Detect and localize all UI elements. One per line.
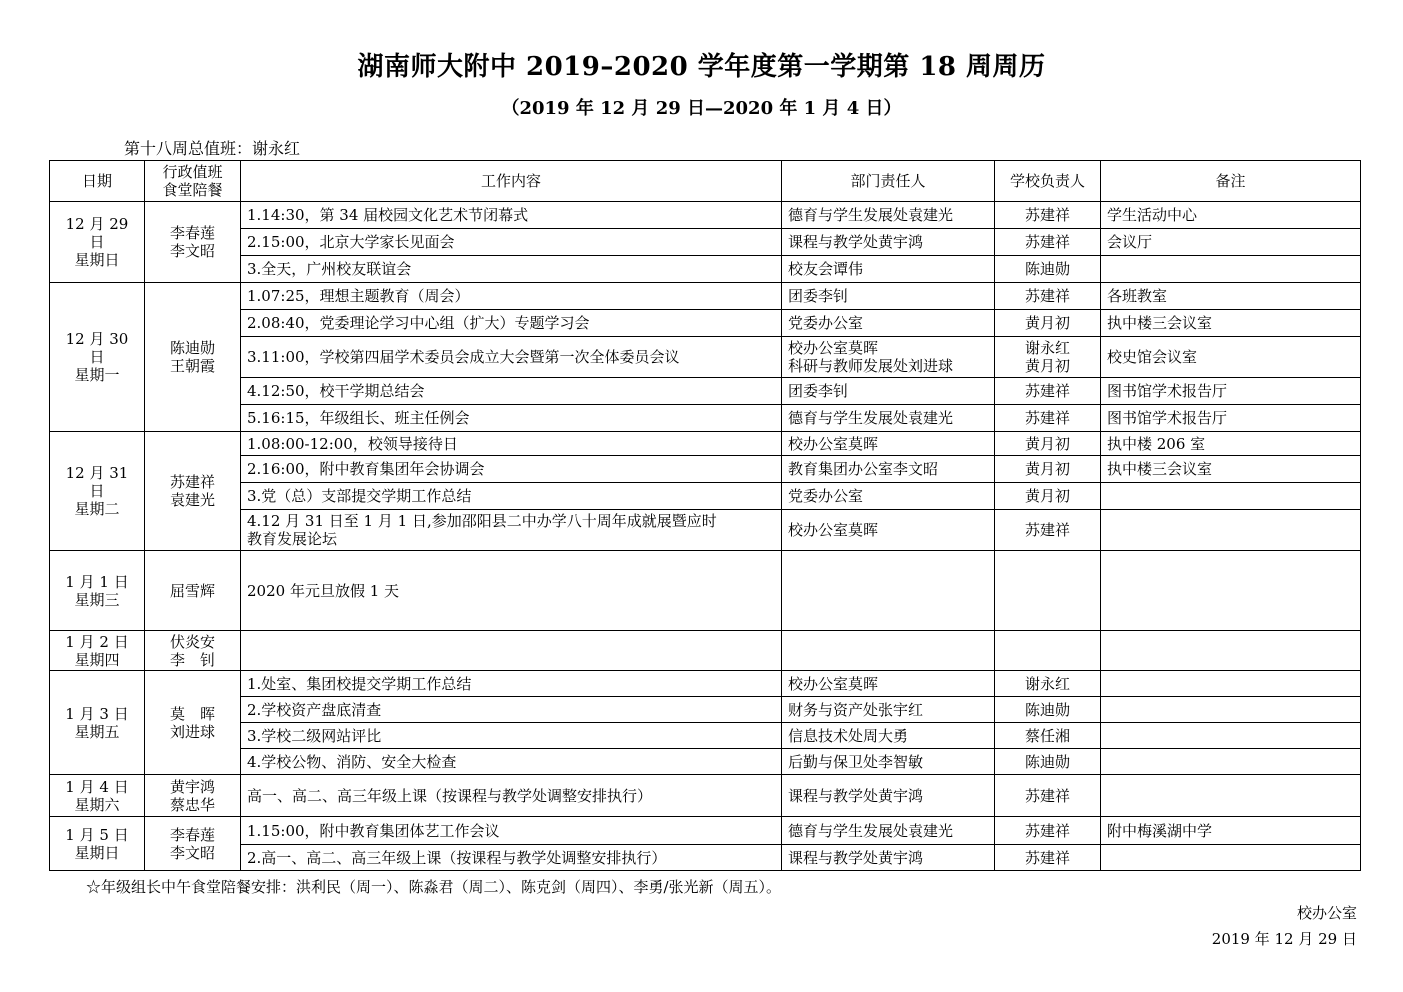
table-row <box>50 631 1361 671</box>
day-date <box>50 202 145 283</box>
work-content <box>241 432 782 456</box>
dept-owner <box>782 378 995 405</box>
table-row <box>50 283 1361 310</box>
work-content <box>241 697 782 723</box>
school-leader-text: 陈迪勋 <box>1024 260 1070 278</box>
duty-staff <box>145 775 241 817</box>
dept-owner-text: 德育与学生发展处袁建光 <box>788 409 954 427</box>
table-row <box>50 775 1361 817</box>
page-subtitle: （2019 年 12 月 29 日—2020 年 1 月 4 日） <box>501 98 902 119</box>
duty-staff <box>145 671 241 775</box>
work-content <box>241 405 782 432</box>
table-row <box>50 310 1361 337</box>
dept-owner-text: 德育与学生发展处袁建光 <box>788 206 954 224</box>
dept-owner-text: 校办公室莫晖 <box>788 521 879 539</box>
work-content <box>241 337 782 378</box>
school-leader-text: 黄月初 <box>1024 314 1070 332</box>
remark: 学生活动中心 <box>1101 202 1361 229</box>
col-header-date: 日期 <box>50 161 145 202</box>
col-header-content: 工作内容 <box>241 161 782 202</box>
duty-staff-line1: 李春莲 <box>169 825 215 844</box>
day-date <box>50 775 145 817</box>
work-content <box>241 775 782 817</box>
dept-owner-text: 课程与教学处黄宇鸿 <box>788 848 924 867</box>
work-content-text: 4.学校公物、消防、安全大检查 <box>247 752 457 771</box>
table-row <box>50 817 1361 845</box>
duty-staff-line2: 李 钊 <box>169 650 215 669</box>
day-date-line1: 1 月 1 日 <box>65 572 129 591</box>
dept-owner-text: 课程与教学处黄宇鸿 <box>788 233 924 251</box>
day-date <box>50 817 145 871</box>
day-date-line2: 星期一 <box>74 366 120 384</box>
table-row <box>50 749 1361 775</box>
work-content-text: 2.高一、高二、高三年级上课（按课程与教学处调整安排执行） <box>247 848 667 867</box>
work-content-text: 1.处室、集团校提交学期工作总结 <box>247 674 472 693</box>
day-date <box>50 631 145 671</box>
remark <box>1101 671 1361 697</box>
duty-staff-line2: 李文昭 <box>169 242 215 260</box>
table-row <box>50 456 1361 483</box>
school-leader <box>995 671 1101 697</box>
school-leader <box>995 817 1101 845</box>
dept-owner-text: 党委办公室 <box>788 314 864 332</box>
dept-owner <box>782 671 995 697</box>
school-leader <box>995 483 1101 510</box>
day-date-line2: 星期三 <box>74 590 120 609</box>
duty-staff-line1: 李春莲 <box>169 224 215 242</box>
remark <box>1101 483 1361 510</box>
school-leader-text: 苏建祥 <box>1024 206 1070 224</box>
duty-staff <box>145 432 241 551</box>
day-date-line2: 星期五 <box>74 722 120 741</box>
school-leader-text: 蔡任湘 <box>1024 726 1070 745</box>
work-content-text: 1.07:25，理想主题教育（周会） <box>247 287 470 305</box>
day-date-line2: 星期日 <box>74 843 120 862</box>
day-date-line1: 12 月 29 日 <box>65 215 129 251</box>
school-leader <box>995 551 1101 631</box>
school-leader <box>995 697 1101 723</box>
school-leader <box>995 845 1101 871</box>
work-content <box>241 510 782 551</box>
school-leader <box>995 310 1101 337</box>
school-leader-text-2: 黄月初 <box>1024 357 1070 375</box>
day-date-line2: 星期日 <box>74 251 120 269</box>
school-leader-text: 苏建祥 <box>1024 521 1070 539</box>
table-row <box>50 510 1361 551</box>
dept-owner-text: 课程与教学处黄宇鸿 <box>788 786 924 805</box>
work-content <box>241 551 782 631</box>
dept-owner <box>782 749 995 775</box>
school-leader-text: 苏建祥 <box>1024 287 1070 305</box>
dept-owner <box>782 432 995 456</box>
work-content-text: 2.学校资产盘底清查 <box>247 700 382 719</box>
school-leader <box>995 723 1101 749</box>
work-content <box>241 749 782 775</box>
remark: 执中楼三会议室 <box>1101 310 1361 337</box>
dept-owner <box>782 202 995 229</box>
dept-owner-text-2: 科研与教师发展处刘进球 <box>788 357 954 375</box>
duty-staff-line1: 黄宇鸿 <box>169 777 215 796</box>
col-header-dept: 部门责任人 <box>782 161 995 202</box>
table-row <box>50 671 1361 697</box>
school-leader-text: 苏建祥 <box>1024 848 1070 867</box>
work-content-text: 1.14:30，第 34 届校园文化艺术节闭幕式 <box>247 206 529 224</box>
work-content <box>241 310 782 337</box>
remark: 执中楼三会议室 <box>1101 456 1361 483</box>
school-leader-text: 苏建祥 <box>1024 786 1070 805</box>
table-row <box>50 202 1361 229</box>
remark: 图书馆学术报告厅 <box>1101 378 1361 405</box>
school-leader <box>995 405 1101 432</box>
work-content-text-cont: 教育发展论坛 <box>247 530 338 548</box>
dept-owner <box>782 405 995 432</box>
table-row <box>50 551 1361 631</box>
work-content-text: 3.学校二级网站评比 <box>247 726 382 745</box>
work-content-text: 2.15:00，北京大学家长见面会 <box>247 233 455 251</box>
remark <box>1101 256 1361 283</box>
work-content <box>241 671 782 697</box>
remark: 各班教室 <box>1101 283 1361 310</box>
dept-owner-text: 信息技术处周大勇 <box>788 726 909 745</box>
work-content <box>241 202 782 229</box>
remark: 执中楼 206 室 <box>1101 432 1361 456</box>
work-content-text: 2.08:40，党委理论学习中心组（扩大）专题学习会 <box>247 314 590 332</box>
work-content-text: 3.党（总）支部提交学期工作总结 <box>247 487 472 505</box>
dept-owner-text: 团委李钊 <box>788 382 849 400</box>
table-row <box>50 256 1361 283</box>
footnote: ☆年级组长中午食堂陪餐安排：洪利民（周一）、陈淼君（周二）、陈克剑（周四）、李勇/张光新（周五）。 <box>86 878 782 896</box>
school-leader-text: 陈迪勋 <box>1024 752 1070 771</box>
school-leader <box>995 283 1101 310</box>
day-date <box>50 432 145 551</box>
remark: 校史馆会议室 <box>1101 337 1361 378</box>
dept-owner <box>782 817 995 845</box>
work-content-text: 1.08:00-12:00，校领导接待日 <box>247 434 458 453</box>
school-leader <box>995 432 1101 456</box>
table-row <box>50 483 1361 510</box>
day-date-line1: 12 月 31 日 <box>65 464 129 500</box>
dept-owner-text: 校办公室莫晖 <box>788 339 879 357</box>
remark: 图书馆学术报告厅 <box>1101 405 1361 432</box>
dept-owner <box>782 697 995 723</box>
dept-owner <box>782 283 995 310</box>
table-row <box>50 229 1361 256</box>
remark: 会议厅 <box>1101 229 1361 256</box>
dept-owner <box>782 551 995 631</box>
work-content <box>241 631 782 671</box>
col-header-admin-line2: 食堂陪餐 <box>162 181 223 199</box>
work-content <box>241 845 782 871</box>
work-content <box>241 723 782 749</box>
duty-staff <box>145 202 241 283</box>
duty-staff-line2: 刘进球 <box>169 722 215 741</box>
dept-owner <box>782 456 995 483</box>
work-content <box>241 283 782 310</box>
table-row <box>50 405 1361 432</box>
remark <box>1101 510 1361 551</box>
dept-owner-text: 德育与学生发展处袁建光 <box>788 821 954 840</box>
day-date-line1: 1 月 5 日 <box>65 825 129 844</box>
school-leader-text: 陈迪勋 <box>1024 700 1070 719</box>
remark <box>1101 749 1361 775</box>
col-header-remark: 备注 <box>1101 161 1361 202</box>
work-content <box>241 456 782 483</box>
table-row <box>50 723 1361 749</box>
school-leader <box>995 378 1101 405</box>
work-content-text: 高一、高二、高三年级上课（按课程与教学处调整安排执行） <box>247 786 653 805</box>
school-leader <box>995 202 1101 229</box>
day-date-line1: 1 月 3 日 <box>65 704 129 723</box>
duty-staff-line1: 莫 晖 <box>169 704 215 723</box>
dept-owner <box>782 775 995 817</box>
remark <box>1101 697 1361 723</box>
work-content <box>241 229 782 256</box>
work-content <box>241 378 782 405</box>
duty-staff <box>145 631 241 671</box>
schedule-table <box>49 160 1361 871</box>
dept-owner <box>782 723 995 749</box>
remark <box>1101 845 1361 871</box>
school-leader-text: 苏建祥 <box>1024 382 1070 400</box>
table-row <box>50 432 1361 456</box>
duty-staff-line1: 苏建祥 <box>169 473 215 491</box>
school-leader <box>995 749 1101 775</box>
school-leader-text: 黄月初 <box>1024 460 1070 478</box>
school-leader <box>995 510 1101 551</box>
work-content-text: 2.16:00，附中教育集团年会协调会 <box>247 460 485 478</box>
col-header-admin <box>145 161 241 202</box>
schedule-body <box>50 202 1361 871</box>
duty-staff-line2: 袁建光 <box>169 491 215 509</box>
school-leader-text: 苏建祥 <box>1024 821 1070 840</box>
dept-owner-text: 校友会谭伟 <box>788 260 864 278</box>
school-leader <box>995 456 1101 483</box>
school-leader <box>995 229 1101 256</box>
work-content <box>241 817 782 845</box>
work-content-text: 1.15:00，附中教育集团体艺工作会议 <box>247 821 500 840</box>
dept-owner-text: 团委李钊 <box>788 287 849 305</box>
duty-staff-line2: 蔡忠华 <box>169 795 215 814</box>
day-date <box>50 283 145 432</box>
dept-owner <box>782 483 995 510</box>
table-row <box>50 845 1361 871</box>
issuer: 校办公室 <box>1296 904 1357 922</box>
duty-staff-line2: 王朝霞 <box>169 357 215 375</box>
school-leader-text: 谢永红 <box>1024 674 1070 693</box>
duty-staff-line2: 李文昭 <box>169 843 215 862</box>
day-date-line1: 1 月 2 日 <box>65 632 129 651</box>
table-row <box>50 378 1361 405</box>
dept-owner-text: 教育集团办公室李文昭 <box>788 460 939 478</box>
work-content-text: 3.11:00，学校第四届学术委员会成立大会暨第一次全体委员会议 <box>247 348 680 366</box>
duty-staff <box>145 283 241 432</box>
duty-staff-line1: 伏炎安 <box>169 632 215 651</box>
school-leader-text: 谢永红 <box>1024 339 1070 357</box>
dept-owner-text: 校办公室莫晖 <box>788 674 879 693</box>
school-leader <box>995 256 1101 283</box>
school-leader-text: 黄月初 <box>1024 487 1070 505</box>
day-date <box>50 551 145 631</box>
header-row <box>50 161 1361 202</box>
school-leader <box>995 631 1101 671</box>
dept-owner <box>782 310 995 337</box>
work-content-text: 2020 年元旦放假 1 天 <box>247 581 400 600</box>
page-title: 湖南师大附中 2019–2020 学年度第一学期第 18 周周历 <box>357 52 1046 82</box>
col-header-admin-line1: 行政值班 <box>162 163 223 181</box>
duty-staff-line1: 屈雪辉 <box>169 581 215 600</box>
table-row <box>50 697 1361 723</box>
day-date-line2: 星期六 <box>74 795 120 814</box>
dept-owner-text: 财务与资产处张宇红 <box>788 700 924 719</box>
school-leader-text: 苏建祥 <box>1024 233 1070 251</box>
duty-staff <box>145 551 241 631</box>
issue-date: 2019 年 12 月 29 日 <box>1211 930 1357 948</box>
remark <box>1101 775 1361 817</box>
day-date-line1: 12 月 30 日 <box>65 330 129 366</box>
dept-owner <box>782 631 995 671</box>
day-date-line1: 1 月 4 日 <box>65 777 129 796</box>
work-content-text: 4.12 月 31 日至 1 月 1 日,参加邵阳县二中办学八十周年成就展暨应时 <box>247 512 717 530</box>
duty-staff <box>145 817 241 871</box>
table-row <box>50 337 1361 378</box>
col-header-leader: 学校负责人 <box>995 161 1101 202</box>
day-date-line2: 星期二 <box>74 500 120 518</box>
school-leader-text: 黄月初 <box>1024 434 1070 453</box>
remark: 附中梅溪湖中学 <box>1101 817 1361 845</box>
work-content-text: 4.12:50，校干学期总结会 <box>247 382 425 400</box>
school-leader-text: 苏建祥 <box>1024 409 1070 427</box>
dept-owner <box>782 510 995 551</box>
dept-owner <box>782 845 995 871</box>
dept-owner <box>782 337 995 378</box>
dept-owner-text: 校办公室莫晖 <box>788 434 879 453</box>
day-date-line2: 星期四 <box>74 650 120 669</box>
day-date <box>50 671 145 775</box>
dept-owner-text: 后勤与保卫处李智敏 <box>788 752 924 771</box>
work-content-text: 5.16:15，年级组长、班主任例会 <box>247 409 470 427</box>
dept-owner-text: 党委办公室 <box>788 487 864 505</box>
school-leader <box>995 775 1101 817</box>
work-content-text: 3.全天，广州校友联谊会 <box>247 260 412 278</box>
work-content <box>241 256 782 283</box>
school-leader <box>995 337 1101 378</box>
dept-owner <box>782 256 995 283</box>
remark <box>1101 631 1361 671</box>
remark <box>1101 551 1361 631</box>
dept-owner <box>782 229 995 256</box>
duty-officer: 第十八周总值班：谢永红 <box>124 139 301 158</box>
duty-staff-line1: 陈迪勋 <box>169 339 215 357</box>
work-content <box>241 483 782 510</box>
remark <box>1101 723 1361 749</box>
